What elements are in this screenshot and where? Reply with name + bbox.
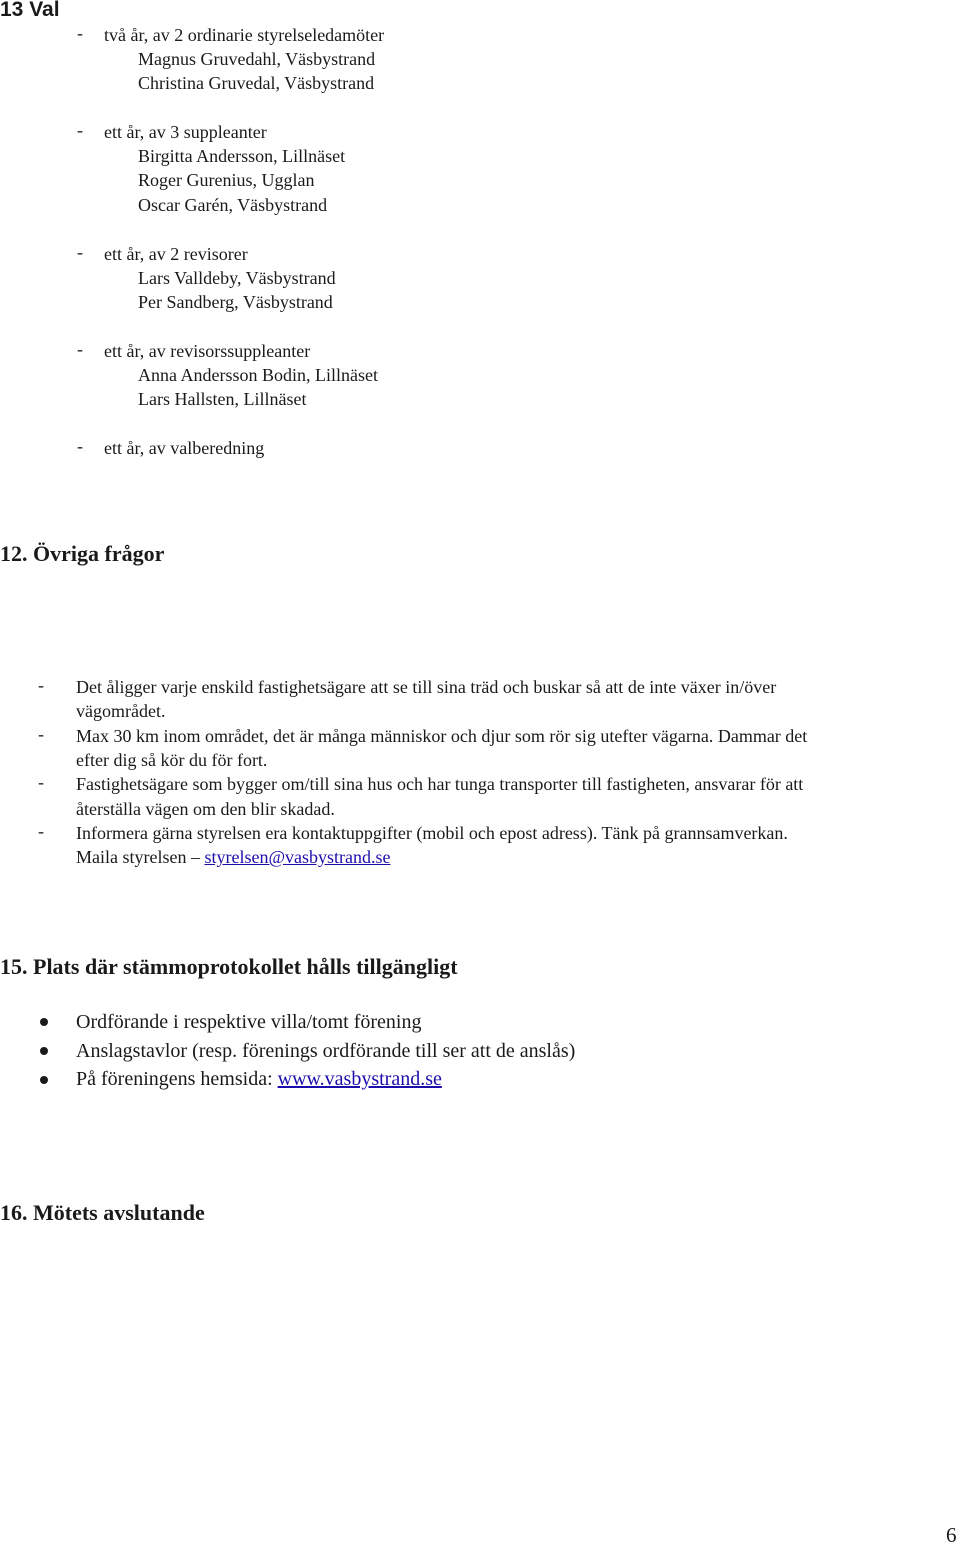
issue-line: återställa vägen om den blir skadad. <box>76 799 335 819</box>
name-line: Anna Andersson Bodin, Lillnäset <box>138 365 378 385</box>
issue-line: Fastighetsägare som bygger om/till sina hus och har tunga transporter till fastigheten, ansvarar för att <box>76 774 804 794</box>
issue-line: efter dig så kör du för fort. <box>76 750 268 770</box>
name-line: Birgitta Andersson, Lillnäset <box>138 146 346 166</box>
issue-line: Max 30 km inom området, det är många människor och djur som rör sig utefter vägarna. Dammar det <box>76 726 808 746</box>
name-line: Oscar Garén, Väsbystrand <box>138 195 328 215</box>
section-15-heading: 15. Plats där stämmoprotokollet hålls tillgängligt <box>0 954 458 979</box>
issue-line: Det åligger varje enskild fastighetsägare att se till sina träd och buskar så att de inte växer in/över <box>76 677 777 697</box>
list-item <box>76 1066 442 1092</box>
name-line: Roger Gurenius, Ugglan <box>138 170 315 190</box>
name-line: Christina Gruvedal, Väsbystrand <box>138 73 375 93</box>
bullet-icon <box>40 1018 48 1026</box>
issue-line: vägområdet. <box>76 701 166 721</box>
dash-bullet: - <box>77 242 83 262</box>
page-number: 6 <box>946 1523 957 1547</box>
section-13-heading: 13 Val <box>0 0 60 21</box>
website-link[interactable]: www.vasbystrand.se <box>277 1068 442 1090</box>
bullet-icon <box>40 1047 48 1055</box>
issue-line <box>76 845 391 869</box>
dash-bullet: - <box>77 120 83 140</box>
list-item: Ordförande i respektive villa/tomt förening <box>76 1011 422 1033</box>
dash-bullet: - <box>77 23 83 43</box>
dash-bullet: - <box>38 821 44 841</box>
group-title: ett år, av revisorssuppleanter <box>104 341 311 361</box>
dash-bullet: - <box>77 436 83 456</box>
dash-bullet: - <box>38 675 44 695</box>
name-line: Lars Hallsten, Lillnäset <box>138 389 307 409</box>
issue-line: Informera gärna styrelsen era kontaktuppgifter (mobil och epost adress). Tänk på grannsamverkan. <box>76 823 788 843</box>
mail-prefix: Maila styrelsen – <box>76 847 205 867</box>
dash-bullet: - <box>38 724 44 744</box>
name-line: Lars Valldeby, Väsbystrand <box>138 268 336 288</box>
name-line: Magnus Gruvedahl, Väsbystrand <box>138 49 376 69</box>
list-item: Anslagstavlor (resp. förenings ordförande till ser att de anslås) <box>76 1040 576 1062</box>
email-link[interactable]: styrelsen@vasbystrand.se <box>204 847 391 867</box>
group-title: två år, av 2 ordinarie styrelseledamöter <box>104 25 385 45</box>
name-line: Per Sandberg, Väsbystrand <box>138 292 333 312</box>
group-title: ett år, av valberedning <box>104 438 265 458</box>
group-title: ett år, av 3 suppleanter <box>104 122 267 142</box>
dash-bullet: - <box>38 772 44 792</box>
section-12-heading: 12. Övriga frågor <box>0 541 165 566</box>
bullet-icon <box>40 1076 48 1084</box>
group-title: ett år, av 2 revisorer <box>104 244 248 264</box>
dash-bullet: - <box>77 339 83 359</box>
website-prefix: På föreningens hemsida: <box>76 1068 278 1090</box>
section-16-heading: 16. Mötets avslutande <box>0 1200 205 1225</box>
